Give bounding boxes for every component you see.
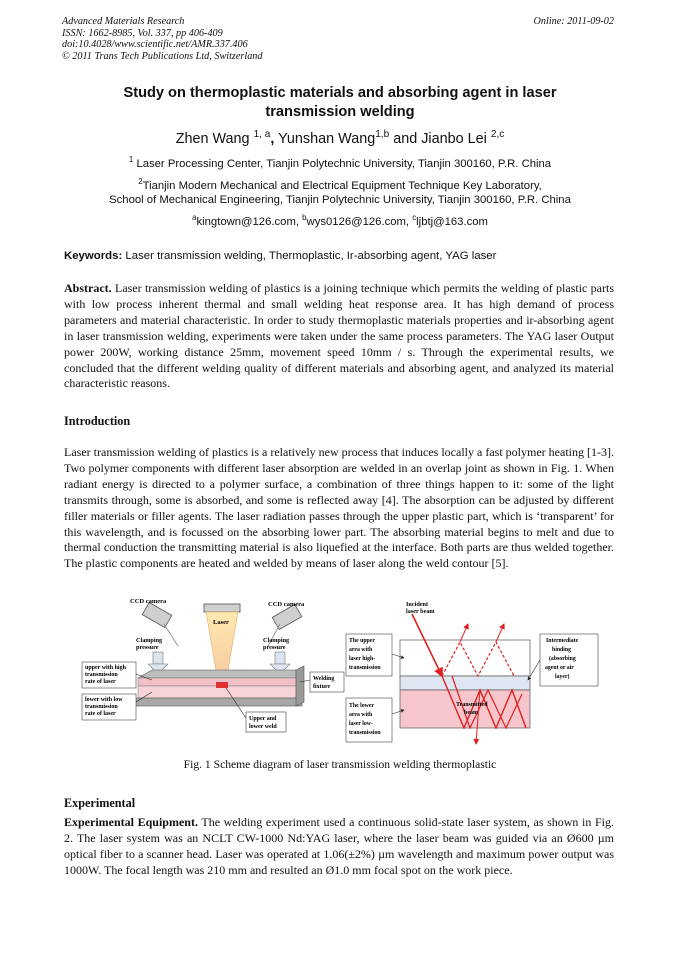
incident-label-2: laser beam xyxy=(406,608,435,615)
copyright: © 2011 Trans Tech Publications Ltd, Switzerland xyxy=(62,50,263,62)
clamp-label-left-2: pressure xyxy=(136,644,159,651)
lower-part-label-2: transmission xyxy=(85,704,118,710)
beam-path-diagram xyxy=(346,601,598,744)
clamp-label-left-1: Clamping xyxy=(136,637,163,644)
upper-area-label-3: laser high- xyxy=(349,656,376,662)
figure-1-caption: Fig. 1 Scheme diagram of laser transmission welding thermoplastic xyxy=(183,758,497,771)
experimental-equipment xyxy=(64,815,614,879)
lower-area-label-2: area with xyxy=(349,712,373,718)
intermediate-label-4: agent or air xyxy=(545,665,574,671)
abstract-label: Abstract. xyxy=(64,281,112,295)
email-b[interactable]: wys0126@126.com, xyxy=(306,216,410,228)
experimental-heading: Experimental xyxy=(64,796,136,810)
experimental-equipment-label: Experimental Equipment. xyxy=(64,815,198,829)
journal-name: Advanced Materials Research xyxy=(62,16,185,27)
author-3: Jianbo Lei xyxy=(421,131,487,147)
title-line-1: Study on thermoplastic materials and absorbing agent in laser xyxy=(123,85,557,101)
welding-fixture-icon xyxy=(132,666,304,706)
author-1-affil: 1, a xyxy=(253,129,271,141)
email-c[interactable]: ljbtj@163.com xyxy=(416,216,488,228)
upper-area-label-4: transmission xyxy=(349,665,381,671)
affiliation-1-text: Laser Processing Center, Tianjin Polytechnic University, Tianjin 300160, P.R. China xyxy=(136,158,552,170)
paper-title xyxy=(60,84,620,122)
clamp-label-right-1: Clamping xyxy=(263,637,290,644)
keywords xyxy=(64,250,496,262)
lower-area-label-3: laser low- xyxy=(349,721,373,727)
upper-part-label-1: upper with high xyxy=(85,665,126,671)
affiliation-2-sup: 2 xyxy=(138,177,143,187)
email-b-sup: b xyxy=(302,213,307,223)
online-date: Online: 2011-09-02 xyxy=(533,16,614,27)
figure-1 xyxy=(60,594,620,754)
author-list: Zhen Wang $^{1, a}$, Yunshan Wang$^{1,b}$ and Jianbo Lei $^{2,c}$ xyxy=(175,129,505,147)
ccd-label-right: CCD camera xyxy=(268,601,305,608)
upper-part-label-2: transmission xyxy=(85,672,118,678)
author-and: and xyxy=(393,131,418,147)
doi: doi:10.4028/www.scientific.net/AMR.337.406 xyxy=(62,39,248,51)
upper-part-label-3: rate of laser xyxy=(85,679,116,685)
lower-part-label-3: rate of laser xyxy=(85,711,116,717)
intermediate-label-3: (absorbing xyxy=(549,656,576,662)
fixture-label-2: fixture xyxy=(313,684,331,690)
affiliation-2 xyxy=(60,179,620,207)
fixture-label-1: Welding xyxy=(313,676,335,682)
email-c-sup: c xyxy=(412,213,417,223)
affiliation-2-line-2: School of Mechanical Engineering, Tianjin Polytechnic University, Tianjin 300160, P.R. China xyxy=(109,194,571,206)
intro-heading: Introduction xyxy=(64,414,131,428)
figure-1-diagram xyxy=(60,594,620,754)
title-line-2: transmission welding xyxy=(265,104,415,120)
affiliation-1-sup: 1 xyxy=(128,155,134,165)
intermediate-label-2: binding xyxy=(552,647,572,653)
clamp-label-right-2: pressure xyxy=(263,644,286,651)
lower-area-label-1: The lower xyxy=(349,703,374,709)
author-2: Yunshan Wang xyxy=(278,131,376,147)
abstract-text: Laser transmission welding of plastics is a joining technique which permits the welding of plastic parts with low process inherent thermal and small welding heat response area. It has high demand of process parameters and material characteristic. In order to study thermoplastic materials properties and ir-absorbing agent in laser transmission welding, experiments were taken under the same process parameters. The YAG laser Output power 200W, working distance 25mm, movement speed 10mm / s. Through the experimental results, we concluded that the different welding quality of different materials and absorbing agent, and analyzed its material characteristic reasons. xyxy=(64,281,615,391)
author-3-affil: 2,c xyxy=(490,129,505,141)
keywords-label: Keywords: xyxy=(64,250,123,262)
author-1: Zhen Wang xyxy=(175,131,250,147)
keywords-text: Laser transmission welding, Thermoplastic, Ir-absorbing agent, YAG laser xyxy=(125,250,497,262)
affiliation-1 xyxy=(60,157,620,171)
weld-label-2: lower weld xyxy=(249,724,277,730)
abstract xyxy=(64,281,614,392)
laser-label: Laser xyxy=(213,619,229,626)
incident-label-1: Incident xyxy=(406,601,429,608)
email-list xyxy=(60,215,620,229)
lower-area-label-4: transmission xyxy=(349,730,381,736)
weld-spot-icon xyxy=(216,682,228,688)
email-a-sup: a xyxy=(192,213,197,223)
author-2-affil: 1,b xyxy=(375,129,390,141)
upper-area-label-2: area with xyxy=(349,647,373,653)
intermediate-label-1: Intermediate xyxy=(546,638,579,644)
upper-area-label-1: The upper xyxy=(349,638,375,644)
intermediate-label-5: layer) xyxy=(555,674,570,680)
transmitted-label-2: beam xyxy=(464,710,478,716)
issn: ISSN: 1662-8985, Vol. 337, pp 406-409 xyxy=(62,27,223,39)
transmitted-label-1: Transmitted xyxy=(456,702,488,708)
lower-part-label-1: lower with low xyxy=(85,697,123,703)
email-a[interactable]: kingtown@126.com, xyxy=(196,216,299,228)
affiliation-2-line-1: Tianjin Modern Mechanical and Electrical Equipment Technique Key Laboratory, xyxy=(142,180,542,192)
journal-header xyxy=(62,16,262,62)
welding-setup-diagram xyxy=(82,598,344,732)
intro-text: Laser transmission welding of plastics is a relatively new process that induces locally a fast polymer heating [1-3]. Two polymer components with different laser absorption are welded in an overlap joint as shown in Fig. 1. When radiant energy is directed to a polymer surface, a combination of three things happen to it: some of the light transmits through, some is absorbed, and some is reflected away [4]. The absorption can be adjusted by different filler materials or filler agents. The laser radiation passes through the upper plastic part, which is ‘transparent’ for this wavelength, and is focussed on the absorbing lower part. The absorbing material begins to melt and due to thermal conduction the transmitting material is also liquefied at the interface. Both parts are thus welded together. The plastic components are heated and welded by means of laser along the weld contour [5]. xyxy=(64,445,614,571)
experimental-equipment-text: The welding experiment used a continuous solid-state laser system, as shown in Fig. 2. The laser system was an NCLT CW-1000 Nd:YAG laser, where the laser beam was guided via an Ø600 µm optical fiber to a scanner head. Laser was operated at 1.06(±2%) µm wavelength and maximum power output was 1000W. The focal length was 210 mm and resulted an Ø1.0 mm focal spot on the work piece. xyxy=(64,815,615,877)
weld-label-1: Upper and xyxy=(249,716,277,722)
laser-head-icon xyxy=(204,604,240,612)
ccd-label-left: CCD camera xyxy=(130,598,167,605)
